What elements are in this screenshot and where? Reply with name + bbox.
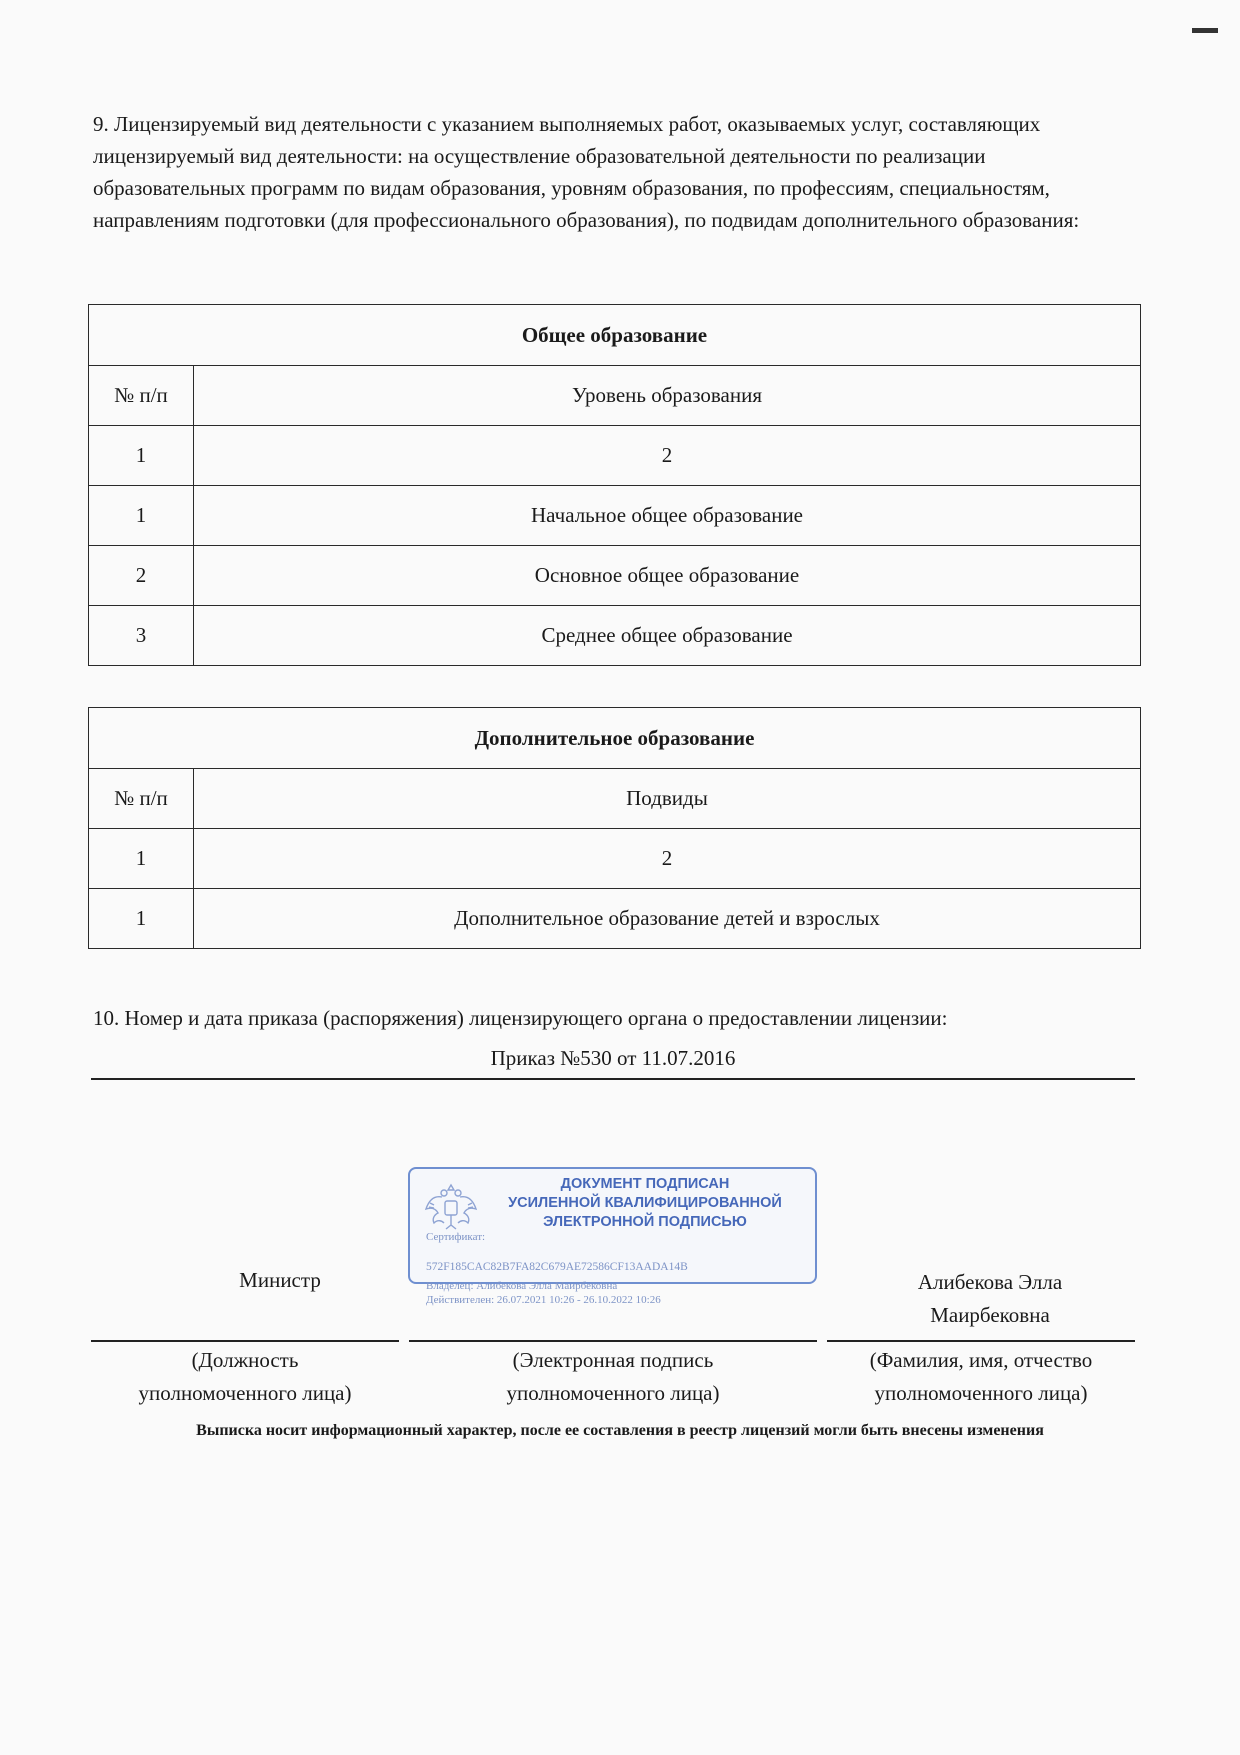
general-education-table [88, 304, 1141, 666]
row-level: Основное общее образование [194, 546, 1141, 606]
table-index-row [89, 829, 1141, 889]
index-cell: 2 [194, 426, 1141, 486]
row-subtype: Дополнительное образование детей и взрослых [194, 889, 1141, 949]
caption-line: (Фамилия, имя, отчество [869, 1348, 1093, 1372]
row-level: Среднее общее образование [194, 606, 1141, 666]
signatory-name [860, 1266, 1120, 1332]
footer-note: Выписка носит информационный характер, после ее составления в реестр лицензий могли быть внесены изменения [196, 1422, 1044, 1439]
signatory-name-line: Маирбековна [930, 1303, 1050, 1327]
column-header-level: Уровень образования [194, 366, 1141, 426]
column-header-number: № п/п [89, 769, 194, 829]
order-underline [91, 1078, 1135, 1080]
caption-name [827, 1344, 1135, 1410]
row-number: 2 [89, 546, 194, 606]
index-cell: 2 [194, 829, 1141, 889]
general-education-title: Общее образование [89, 305, 1141, 366]
table-header-row [89, 769, 1141, 829]
electronic-signature-stamp [408, 1167, 817, 1284]
table-row [89, 606, 1141, 666]
table-title-row [89, 708, 1141, 769]
stamp-certificate-label: Сертификат: [426, 1231, 486, 1243]
coat-of-arms-icon [422, 1179, 480, 1237]
additional-education-table [88, 707, 1141, 949]
stamp-title [482, 1175, 808, 1232]
index-cell: 1 [89, 829, 194, 889]
order-number-date: Приказ №530 от 11.07.2016 [490, 1046, 736, 1070]
caption-line: уполномоченного лица) [506, 1381, 720, 1405]
additional-education-title: Дополнительное образование [89, 708, 1141, 769]
signatory-name-line: Алибекова Элла [917, 1270, 1063, 1294]
position-value: Министр [239, 1268, 321, 1292]
caption-line: (Должность [191, 1348, 299, 1372]
row-number: 1 [89, 486, 194, 546]
index-cell: 1 [89, 426, 194, 486]
caption-line: (Электронная подпись [512, 1348, 714, 1372]
column-header-subtype: Подвиды [194, 769, 1141, 829]
stamp-title-line: ЭЛЕКТРОННОЙ ПОДПИСЬЮ [543, 1214, 747, 1230]
table-index-row [89, 426, 1141, 486]
row-number: 3 [89, 606, 194, 666]
caption-position [91, 1344, 399, 1410]
stamp-owner: Владелец: Алибекова Элла Маирбековна [426, 1280, 618, 1292]
table-title-row [89, 305, 1141, 366]
column-header-number: № п/п [89, 366, 194, 426]
caption-signature [409, 1344, 817, 1410]
position-underline [91, 1340, 399, 1342]
table-row [89, 546, 1141, 606]
page-corner-mark [1192, 28, 1218, 33]
section-10-label: 10. Номер и дата приказа (распоряжения) лицензирующего органа о предоставлении лицензии: [93, 1006, 948, 1030]
table-row [89, 889, 1141, 949]
signature-underline [409, 1340, 817, 1342]
table-header-row [89, 366, 1141, 426]
row-level: Начальное общее образование [194, 486, 1141, 546]
section-9-text: 9. Лицензируемый вид деятельности с указанием выполняемых работ, оказываемых услуг, составляющих лицензируемый вид деятельности: на осуществление образовательной деятельности по реализации образовательных программ по видам образования, уровням образования, по профессиям, специальностям, направлениям подготовки (для профессионального образования), по подвидам дополнительного образования: [93, 112, 1080, 232]
stamp-title-line: УСИЛЕННОЙ КВАЛИФИЦИРОВАННОЙ [508, 1195, 782, 1211]
row-number: 1 [89, 889, 194, 949]
stamp-validity: Действителен: 26.07.2021 10:26 - 26.10.2022 10:26 [426, 1294, 661, 1306]
name-underline [827, 1340, 1135, 1342]
table-row [89, 486, 1141, 546]
stamp-certificate-number: 572F185CAC82B7FA82C679AE72586CF13AADA14B [426, 1261, 688, 1273]
caption-line: уполномоченного лица) [138, 1381, 352, 1405]
stamp-title-line: ДОКУМЕНТ ПОДПИСАН [560, 1176, 730, 1192]
caption-line: уполномоченного лица) [874, 1381, 1088, 1405]
